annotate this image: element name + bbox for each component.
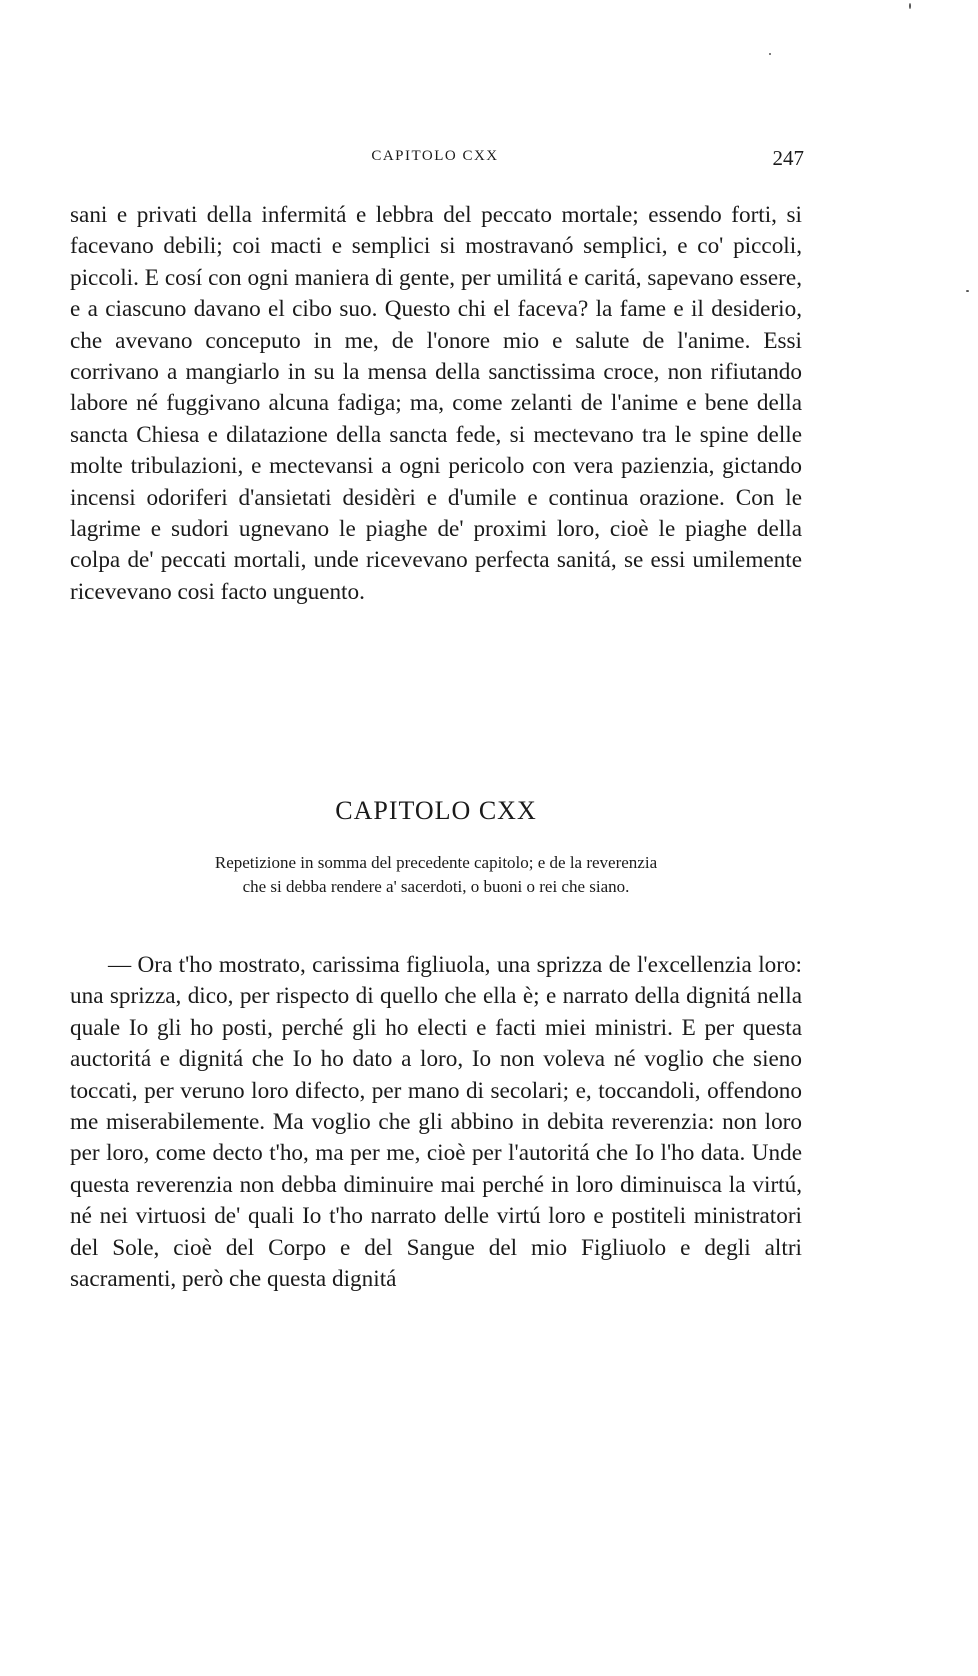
scan-speck	[966, 290, 969, 292]
chapter-paragraph: — Ora t'ho mostrato, carissima figliuola, una sprizza de l'excellenzia loro: una sprizza, dico, per rispecto di quello che ella è; e narrato della dignitá nella quale Io gli ho posti, perché gli ho electi e facti miei ministri. E per questa auctoritá e dignitá che Io ho dato a loro, Io non voleva né voglio che sieno toccati, per veruno loro difecto, per mano di secolari; e, toccandoli, offendono me miserabilemente. Ma voglio che gli abbino in debita reverenzia: non loro per loro, come decto t'ho, ma per me, cioè per l'autoritá che Io l'ho data. Unde questa reverenzia non debba diminuire mai perché in loro diminuisca la virtú, né nei virtuosi de' quali Io t'ho narrato delle virtú loro e postiteli ministratori del Sole, cioè del Corpo e del Sangue del mio Figliuolo e degli altri sacramenti, però che questa dignitá	[70, 952, 802, 1293]
page-number: 247	[772, 146, 804, 170]
chapter-summary	[70, 851, 802, 899]
scan-speck	[909, 3, 911, 9]
chapter-summary-line-1: Repetizione in somma del precedente capitolo; e de la reverenzia	[214, 853, 658, 872]
chapter-heading: CAPITOLO CXX	[335, 796, 537, 825]
running-title: CAPITOLO CXX	[371, 148, 499, 164]
continuation-paragraph: sani e privati della infermitá e lebbra del peccato mortale; essendo forti, si facevano debili; coi macti e semplici si mostravanó semplici, e co' piccoli, piccoli. E cosí con ogni maniera di gente, per umilitá e caritá, sapevano essere, e a ciascuno davano el cibo suo. Questo chi el faceva? la fame e il desiderio, che avevano conceputo in me, de l'onore mio e salute de l'anime. Essi corrivano a mangiarlo in su la mensa della sanctissima croce, non rifiutando labore né fuggivano alcuna fadiga; ma, come zelanti de l'anime e bene della sancta Chiesa e dilatazione della sancta fede, si mectevano tra le spine delle molte tribulazioni, e mectevansi a ogni pericolo con vera pazienzia, gictando incensi odoriferi d'ansietati desidèri e d'umile e continua orazione. Con le lagrime e sudori ugnevano le piaghe de' proximi loro, cioè le piaghe della colpa de' peccati mortali, unde ricevevano perfecta sanitá, se essi umilemente ricevevano cosi facto unguento.	[70, 202, 802, 605]
chapter-summary-line-2: che si debba rendere a' sacerdoti, o buoni o rei che siano.	[242, 877, 630, 896]
running-head	[70, 146, 804, 176]
scan-speck	[769, 53, 771, 55]
